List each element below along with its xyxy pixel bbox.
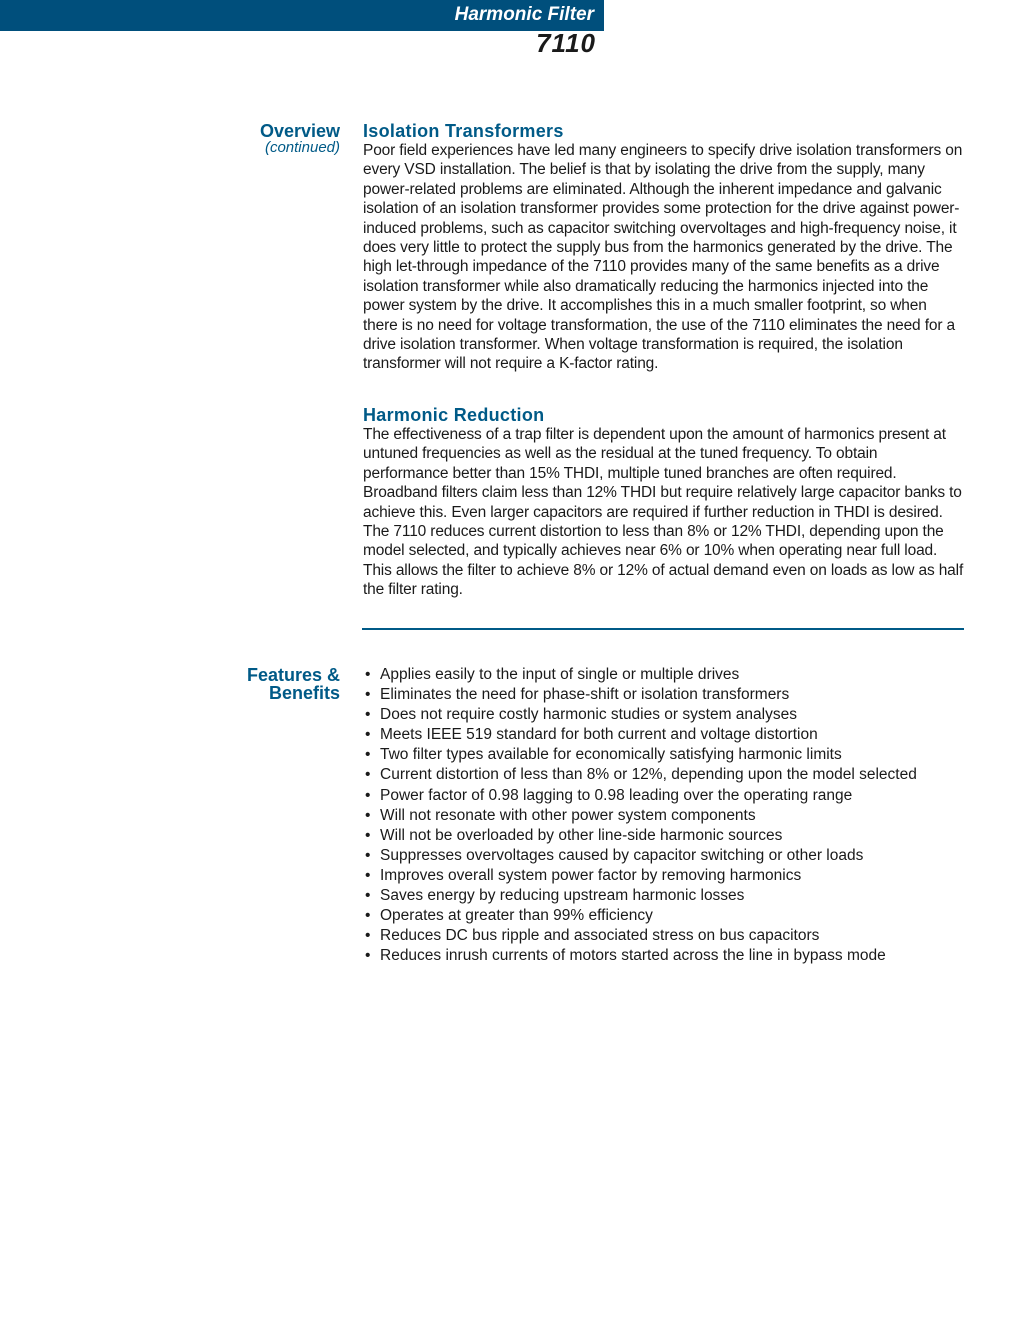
feature-text: Meets IEEE 519 standard for both current and voltage distortion	[380, 726, 818, 744]
section-body: Poor field experiences have led many engineers to specify drive isolation transformers on every VSD installation. The belief is that by isolating the drive from the supply, many power-related problems are eliminated. Although the inherent impedance and galvanic isolation of an isolation transformer provides some protection for the drive against power-induced problems, such as capacitor switching overvoltages and high-frequency noise, it does very little to protect the supply bus from the harmonics generated by the drive. The high let-through impedance of the 7110 provides many of the same benefits as a drive isolation transformer while also dramatically reducing the harmonics injected into the power system by the drive. It accomplishes this in a much smaller footprint, so when there is no need for voltage transformation, the use of the 7110 eliminates the need for a drive isolation transformer. When voltage transformation is required, the isolation transformer will not require a K-factor rating.	[363, 142, 963, 373]
features-heading-line2: Benefits	[268, 683, 340, 703]
feature-text: Saves energy by reducing upstream harmonic losses	[380, 887, 745, 905]
feature-text: Power factor of 0.98 lagging to 0.98 leading over the operating range	[380, 786, 853, 804]
section-divider	[362, 628, 964, 630]
bullet-icon: •	[365, 846, 371, 864]
feature-item	[365, 725, 965, 745]
bullet-icon: •	[365, 907, 371, 925]
feature-text: Will not be overloaded by other line-side harmonic sources	[380, 826, 783, 844]
bullet-icon: •	[365, 706, 371, 724]
header-bar	[0, 0, 604, 31]
bullet-icon: •	[365, 927, 371, 945]
feature-text: Current distortion of less than 8% or 12%, depending upon the model selected	[380, 766, 917, 784]
bullet-icon: •	[365, 947, 371, 965]
model-number: 7110	[536, 28, 596, 58]
feature-item	[365, 665, 965, 685]
overview-heading: Overview	[259, 121, 340, 141]
bullet-icon: •	[365, 686, 371, 704]
bullet-icon: •	[365, 726, 371, 744]
section-body: The effectiveness of a trap filter is dependent upon the amount of harmonics present at untuned frequencies as well as the residual at the tuned frequency. To obtain performance better than 15% THDI, multiple tuned branches are often required. Broadband filters claim less than 12% THDI but require relatively large capacitor banks to achieve this. Even larger capacitors are required if further reduction in THDI is desired. The 7110 reduces current distortion to less than 8% or 12% THDI, depending upon the model selected, and typically achieves near 6% or 10% when operating near full load. This allows the filter to achieve 8% or 12% of actual demand even on loads as low as half the filter rating.	[363, 426, 964, 599]
feature-item	[365, 806, 965, 826]
bullet-icon: •	[365, 826, 371, 844]
feature-item	[365, 786, 965, 806]
feature-text: Improves overall system power factor by removing harmonics	[380, 866, 802, 884]
feature-item	[365, 765, 965, 785]
bullet-icon: •	[365, 887, 371, 905]
feature-item	[365, 705, 965, 725]
feature-text: Will not resonate with other power system components	[380, 806, 756, 824]
feature-item	[365, 886, 965, 906]
features-heading-line1: Features &	[246, 665, 340, 685]
feature-item	[365, 846, 965, 866]
overview-subheading: (continued)	[264, 139, 340, 156]
feature-item	[365, 926, 965, 946]
feature-item	[365, 866, 965, 886]
section-harmonic-reduction	[363, 405, 964, 600]
feature-item	[365, 946, 965, 966]
bullet-icon: •	[365, 766, 371, 784]
section-isolation-transformers	[363, 121, 964, 374]
feature-text: Reduces inrush currents of motors started across the line in bypass mode	[380, 947, 886, 965]
feature-text: Does not require costly harmonic studies or system analyses	[380, 706, 797, 724]
bullet-icon: •	[365, 786, 371, 804]
header-title: Harmonic Filter	[454, 4, 594, 25]
feature-text: Eliminates the need for phase-shift or isolation transformers	[380, 686, 790, 704]
bullet-icon: •	[365, 866, 371, 884]
section-title: Harmonic Reduction	[363, 405, 545, 425]
feature-item	[365, 826, 965, 846]
feature-item	[365, 685, 965, 705]
features-list	[365, 665, 965, 966]
feature-item	[365, 906, 965, 926]
bullet-icon: •	[365, 806, 371, 824]
bullet-icon: •	[365, 666, 371, 683]
bullet-icon: •	[365, 746, 371, 764]
feature-text: Operates at greater than 99% efficiency	[380, 907, 653, 925]
section-title: Isolation Transformers	[363, 121, 564, 141]
feature-text: Reduces DC bus ripple and associated stress on bus capacitors	[380, 927, 820, 945]
feature-item	[365, 745, 965, 765]
feature-text: Suppresses overvoltages caused by capacitor switching or other loads	[380, 846, 864, 864]
feature-text: Two filter types available for economically satisfying harmonic limits	[380, 746, 842, 764]
feature-text: Applies easily to the input of single or multiple drives	[380, 666, 740, 683]
